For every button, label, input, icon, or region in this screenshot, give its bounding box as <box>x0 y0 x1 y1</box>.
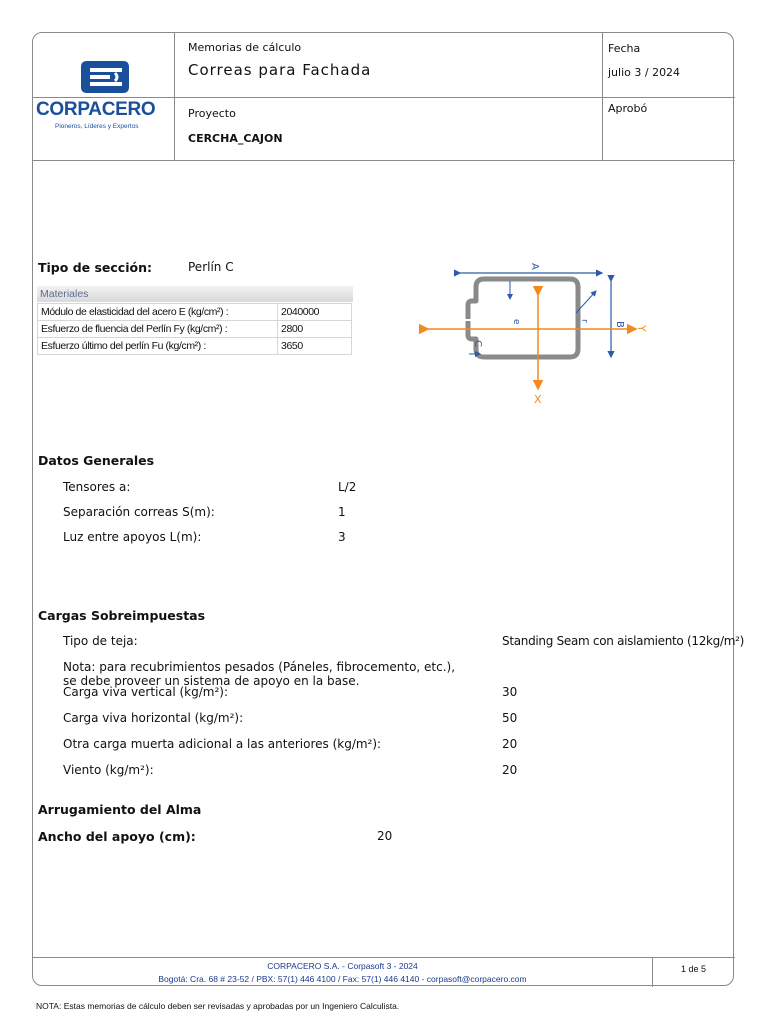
fecha-value: julio 3 / 2024 <box>608 66 681 79</box>
table-row <box>38 304 352 321</box>
corpacero-logo-icon <box>75 53 135 99</box>
label-C: C <box>472 340 483 347</box>
footer-address: Bogotá: Cra. 68 # 23-52 / PBX: 57(1) 446 4100 / Fax: 57(1) 446 4140 - corpasoft@corpacero.com <box>158 974 527 984</box>
carga-viva-horizontal-value: 50 <box>502 711 518 725</box>
otra-carga-label: Otra carga muerta adicional a las anteriores (kg/m²): <box>63 737 382 751</box>
otra-carga-value: 20 <box>502 737 518 751</box>
label-r: r <box>579 319 589 323</box>
viento-label: Viento (kg/m²): <box>63 763 154 777</box>
label-Y: Y <box>635 325 648 332</box>
memorias-label: Memorias de cálculo <box>188 41 302 54</box>
logo-tagline: Pioneros, Líderes y Expertos <box>55 123 139 130</box>
nota-line2: se debe proveer un sistema de apoyo en la base. <box>63 674 360 688</box>
nota-line1: Nota: para recubrimientos pesados (Páneles, fibrocemento, etc.), <box>63 660 456 674</box>
document-page <box>32 32 745 986</box>
material-value: 3650 <box>278 338 352 355</box>
table-row <box>38 321 352 338</box>
header-bottom-line <box>33 160 735 161</box>
bottom-note: NOTA: Estas memorias de cálculo deben ser revisadas y aprobadas por un Ingeniero Calculista. <box>36 1001 400 1011</box>
footer-company: CORPACERO S.A. - Corpasoft 3 - 2024 <box>267 961 418 971</box>
tensores-label: Tensores a: <box>63 480 131 494</box>
page-number: 1 de 5 <box>680 964 707 974</box>
viento-value: 20 <box>502 763 518 777</box>
proyecto-value: CERCHA_CAJON <box>188 132 283 145</box>
tipo-teja-value: Standing Seam con aislamiento (12kg/m²) <box>502 634 745 648</box>
material-label: Módulo de elasticidad del acero E (kg/cm²) : <box>38 304 278 321</box>
tipo-seccion-label: Tipo de sección: <box>38 260 152 275</box>
header-vline-fecha <box>602 33 603 161</box>
table-row <box>38 338 352 355</box>
tensores-value: L/2 <box>338 480 357 494</box>
material-value: 2040000 <box>278 304 352 321</box>
luz-value: 3 <box>338 530 346 544</box>
aprobo-label: Aprobó <box>608 102 648 115</box>
luz-label: Luz entre apoyos L(m): <box>63 530 202 544</box>
material-label: Esfuerzo último del perlín Fu (kg/cm²) : <box>38 338 278 355</box>
label-X: X <box>534 393 542 406</box>
header-vline-logo <box>174 33 175 161</box>
proyecto-label: Proyecto <box>188 107 236 120</box>
footer-divider <box>33 957 735 958</box>
separacion-label: Separación correas S(m): <box>63 505 215 519</box>
cargas-title: Cargas Sobreimpuestas <box>38 608 206 623</box>
company-logo <box>33 33 174 160</box>
logo-wordmark: CORPACERO <box>36 99 156 120</box>
carga-viva-horizontal-label: Carga viva horizontal (kg/m²): <box>63 711 244 725</box>
material-value: 2800 <box>278 321 352 338</box>
c-section-shape <box>468 279 578 357</box>
fecha-label: Fecha <box>608 42 641 55</box>
tipo-seccion-value: Perlín C <box>188 260 234 274</box>
label-A: A <box>529 263 540 270</box>
materiales-header: Materiales <box>37 286 353 302</box>
material-label: Esfuerzo de fluencia del Perlín Fy (kg/cm²) : <box>38 321 278 338</box>
label-B: B <box>614 321 625 328</box>
arrugamiento-title: Arrugamiento del Alma <box>38 802 202 817</box>
ancho-apoyo-label: Ancho del apoyo (cm): <box>38 829 196 844</box>
ancho-apoyo-value: 20 <box>377 829 393 843</box>
carga-viva-vertical-label: Carga viva vertical (kg/m²): <box>63 685 229 699</box>
c-section-diagram <box>418 241 648 406</box>
doc-title: Correas para Fachada <box>188 61 372 79</box>
carga-viva-vertical-value: 30 <box>502 685 518 699</box>
label-e: e <box>511 319 521 325</box>
tipo-teja-label: Tipo de teja: <box>63 634 138 648</box>
separacion-value: 1 <box>338 505 346 519</box>
datos-generales-title: Datos Generales <box>38 453 155 468</box>
materiales-table <box>37 303 352 355</box>
